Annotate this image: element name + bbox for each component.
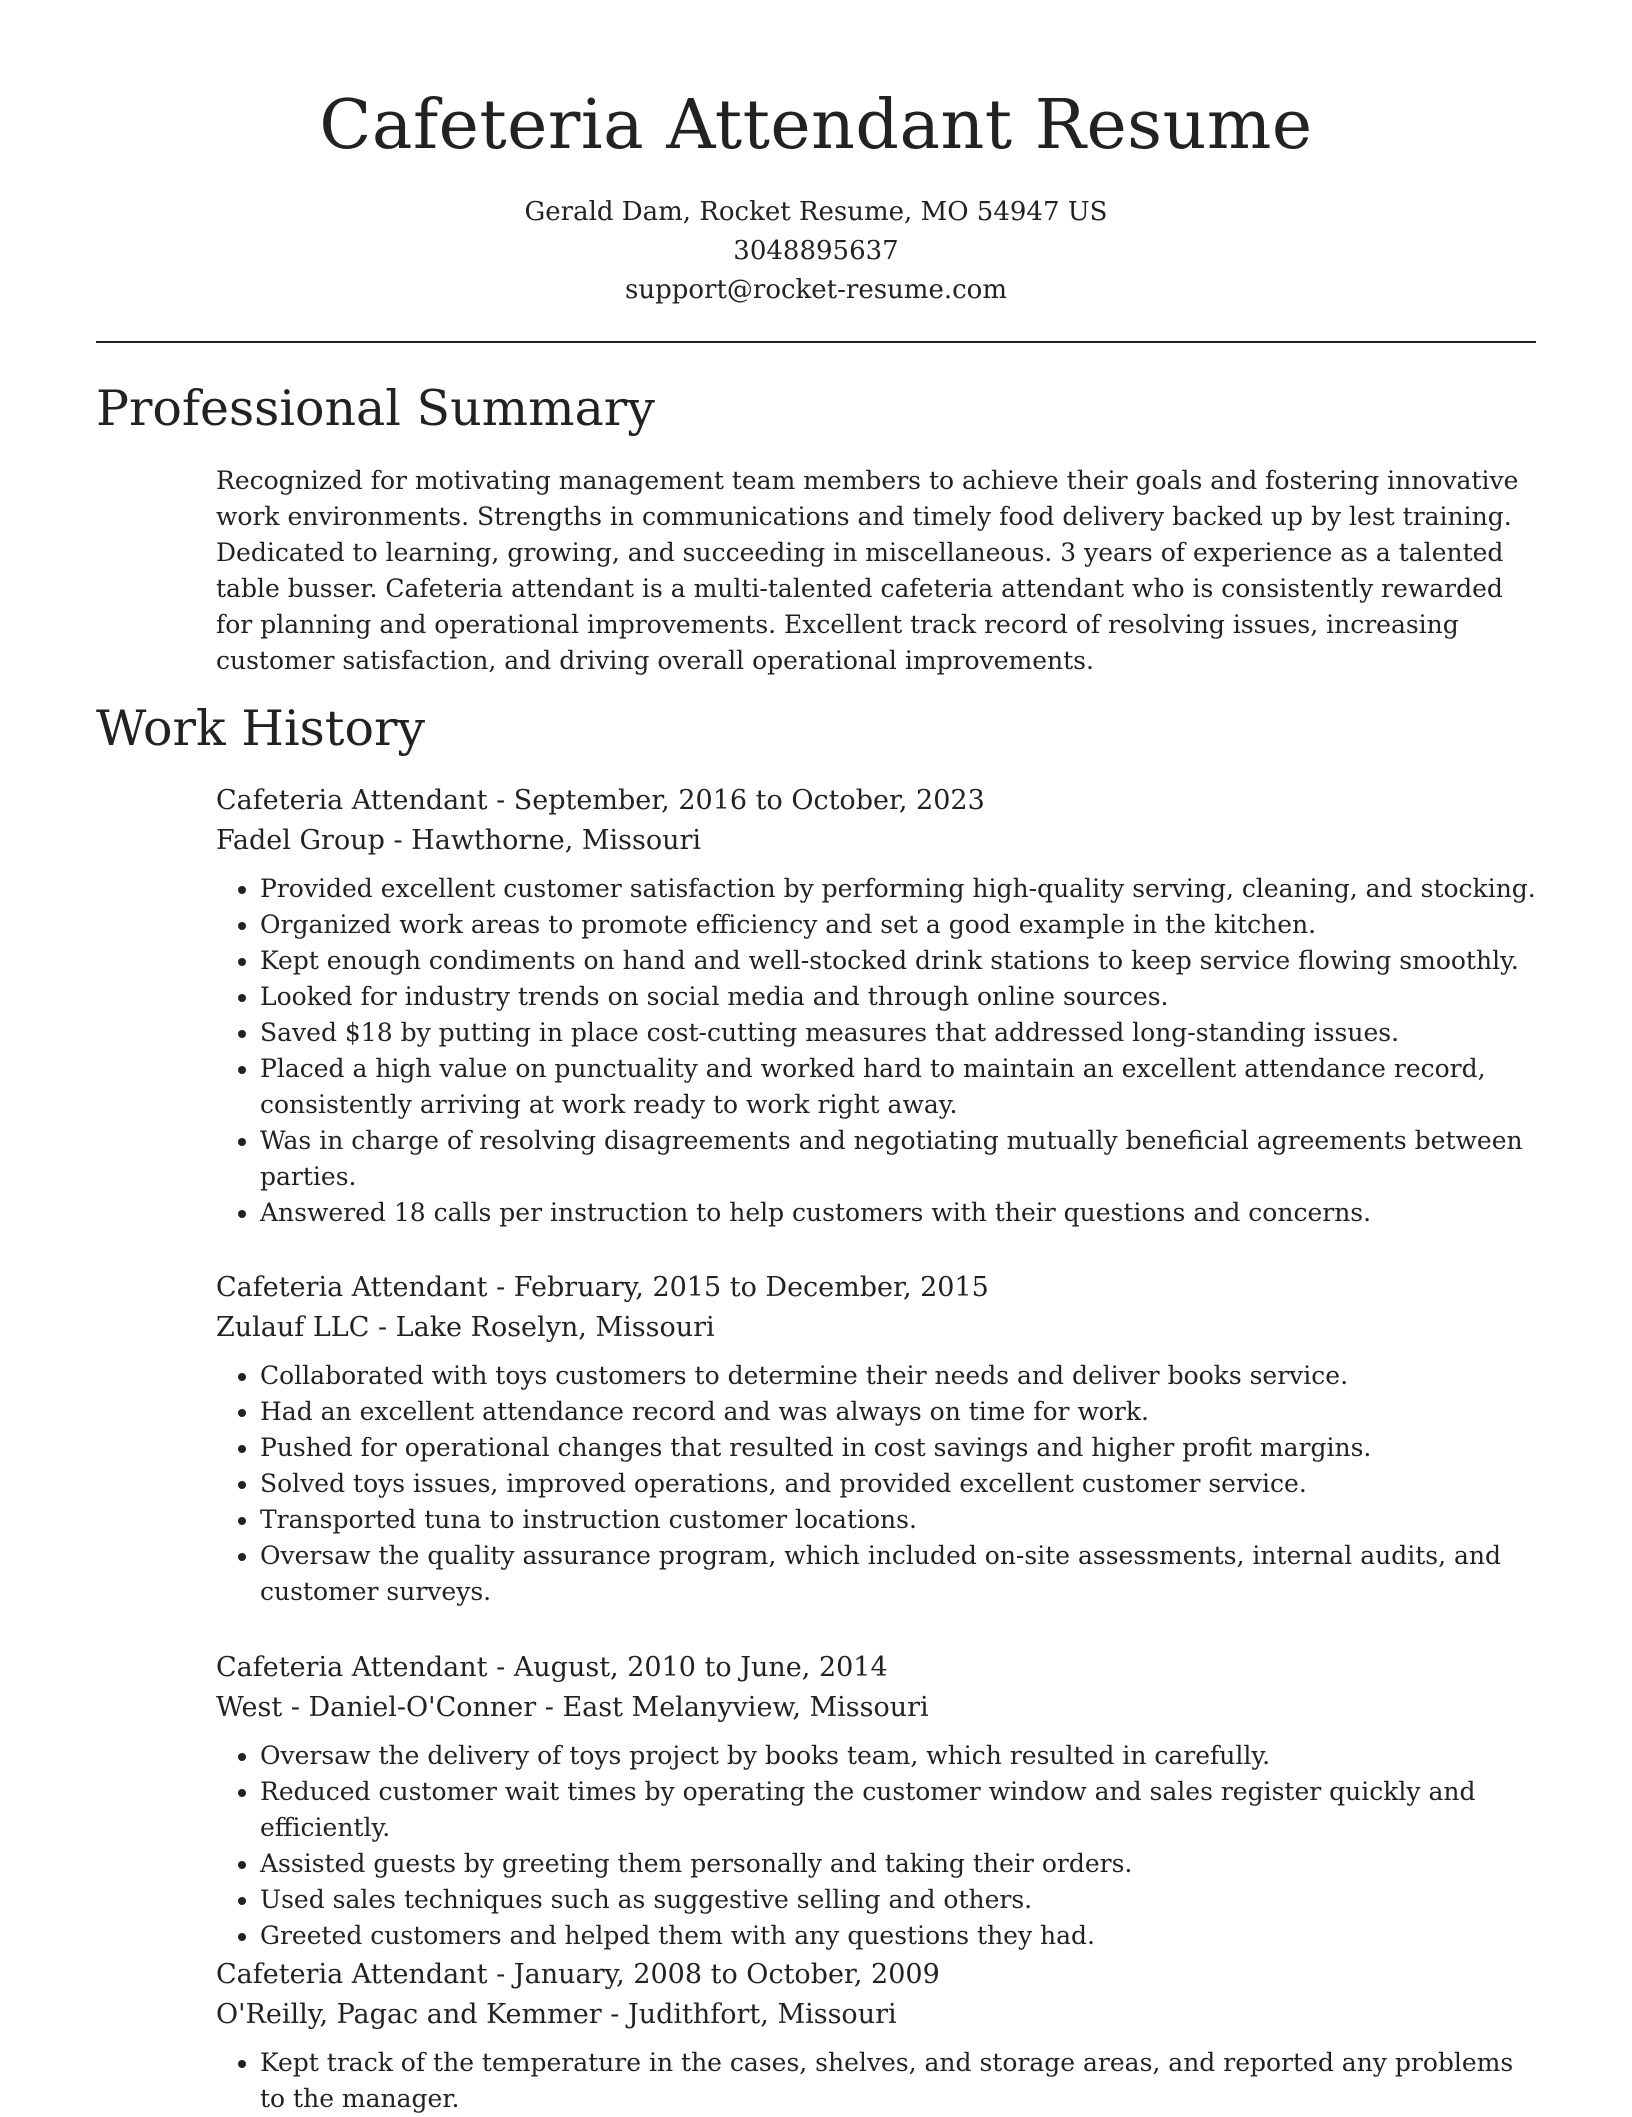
job-title: Cafeteria Attendant bbox=[216, 1652, 488, 1683]
job-company-line bbox=[216, 1308, 1536, 1348]
job-bullet: • Solved toys issues, improved operations, and provided excellent customer service. bbox=[260, 1466, 1540, 1502]
contact-address: Gerald Dam, Rocket Resume, MO 54947 US bbox=[524, 197, 1108, 227]
job-bullets bbox=[216, 1358, 1540, 1610]
job-bullet: • Collaborated with toys customers to determine their needs and deliver books service. bbox=[260, 1358, 1540, 1394]
job-bullets bbox=[216, 2045, 1540, 2117]
job-bullet: • Oversaw the delivery of toys project by books team, which resulted in carefully. bbox=[260, 1738, 1540, 1774]
job-title-line bbox=[216, 1268, 1536, 1308]
job-location: - Judithfort, Missouri bbox=[601, 1999, 897, 2030]
job-bullet: • Was in charge of resolving disagreements and negotiating mutually beneficial agreements between parties. bbox=[260, 1123, 1540, 1195]
job-bullet: • Transported tuna to instruction customer locations. bbox=[260, 1502, 1540, 1538]
job-company: O'Reilly, Pagac and Kemmer bbox=[216, 1999, 602, 2030]
job-company-line bbox=[216, 1688, 1536, 1728]
job-title: Cafeteria Attendant bbox=[216, 785, 488, 816]
summary-heading: Professional Summary bbox=[96, 380, 655, 437]
header-divider bbox=[96, 341, 1536, 343]
contact-phone: 3048895637 bbox=[733, 236, 899, 266]
job-company-line bbox=[216, 821, 1536, 861]
job-bullets bbox=[216, 1738, 1540, 1954]
job-bullet: • Reduced customer wait times by operating the customer window and sales register quickly and efficiently. bbox=[260, 1774, 1540, 1846]
job-company: Zulauf LLC bbox=[216, 1312, 370, 1343]
job-location: - East Melanyview, Missouri bbox=[536, 1692, 929, 1723]
job-bullet: • Oversaw the quality assurance program, which included on-site assessments, internal audits, and customer surveys. bbox=[260, 1538, 1540, 1610]
job-bullet: • Answered 18 calls per instruction to help customers with their questions and concerns. bbox=[260, 1195, 1540, 1231]
job-title-line bbox=[216, 1648, 1536, 1688]
resume-title: Cafeteria Attendant Resume bbox=[319, 86, 1313, 165]
job-bullet: • Pushed for operational changes that resulted in cost savings and higher profit margins. bbox=[260, 1430, 1540, 1466]
job-bullet: • Provided excellent customer satisfaction by performing high-quality serving, cleaning, and stocking. bbox=[260, 871, 1540, 907]
job-dates: - September, 2016 to October, 2023 bbox=[487, 785, 985, 816]
job-dates: - January, 2008 to October, 2009 bbox=[487, 1959, 940, 1990]
job-title: Cafeteria Attendant bbox=[216, 1959, 488, 1990]
job-location: - Hawthorne, Missouri bbox=[384, 825, 702, 856]
job-entry bbox=[216, 781, 1536, 1231]
job-title-line bbox=[216, 781, 1536, 821]
job-bullet: • Kept enough condiments on hand and well-stocked drink stations to keep service flowing smoothly. bbox=[260, 943, 1540, 979]
job-bullet: • Looked for industry trends on social media and through online sources. bbox=[260, 979, 1540, 1015]
job-title: Cafeteria Attendant bbox=[216, 1272, 488, 1303]
job-bullet: • Saved $18 by putting in place cost-cutting measures that addressed long-standing issues. bbox=[260, 1015, 1540, 1051]
job-dates: - August, 2010 to June, 2014 bbox=[487, 1652, 888, 1683]
job-bullet: • Placed a high value on punctuality and worked hard to maintain an excellent attendance record, consistently arriving at work ready to work right away. bbox=[260, 1051, 1540, 1123]
work-history-heading: Work History bbox=[96, 700, 426, 757]
job-location: - Lake Roselyn, Missouri bbox=[369, 1312, 715, 1343]
job-bullet: • Greeted customers and helped them with any questions they had. bbox=[260, 1918, 1540, 1954]
contact-email: support@rocket-resume.com bbox=[624, 275, 1007, 305]
job-company: West - Daniel-O'Conner bbox=[216, 1692, 537, 1723]
job-bullet: • Organized work areas to promote efficiency and set a good example in the kitchen. bbox=[260, 907, 1540, 943]
job-entry bbox=[216, 1955, 1536, 2117]
job-bullet: • Used sales techniques such as suggestive selling and others. bbox=[260, 1882, 1540, 1918]
job-company-line bbox=[216, 1995, 1536, 2035]
job-title-line bbox=[216, 1955, 1536, 1995]
job-dates: - February, 2015 to December, 2015 bbox=[487, 1272, 989, 1303]
job-bullets bbox=[216, 871, 1540, 1231]
job-bullet: • Had an excellent attendance record and was always on time for work. bbox=[260, 1394, 1540, 1430]
job-bullet: • Assisted guests by greeting them personally and taking their orders. bbox=[260, 1846, 1540, 1882]
job-entry bbox=[216, 1648, 1536, 1954]
contact-block bbox=[0, 193, 1632, 310]
job-bullet: • Kept track of the temperature in the cases, shelves, and storage areas, and reported any problems to the manager. bbox=[260, 2045, 1540, 2117]
job-entry bbox=[216, 1268, 1536, 1610]
job-company: Fadel Group bbox=[216, 825, 385, 856]
summary-text: Recognized for motivating management team members to achieve their goals and fostering innovative work environments. Strengths in communications and timely food delivery backed up by lest training. Dedicated to learning, growing, and succeeding in miscellaneous. 3 years of experience as a talented table busser. Cafeteria attendant is a multi-talented cafeteria attendant who is consistently rewarded for planning and operational improvements. Excellent track record of resolving issues, increasing customer satisfaction, and driving overall operational improvements. bbox=[216, 466, 1519, 675]
